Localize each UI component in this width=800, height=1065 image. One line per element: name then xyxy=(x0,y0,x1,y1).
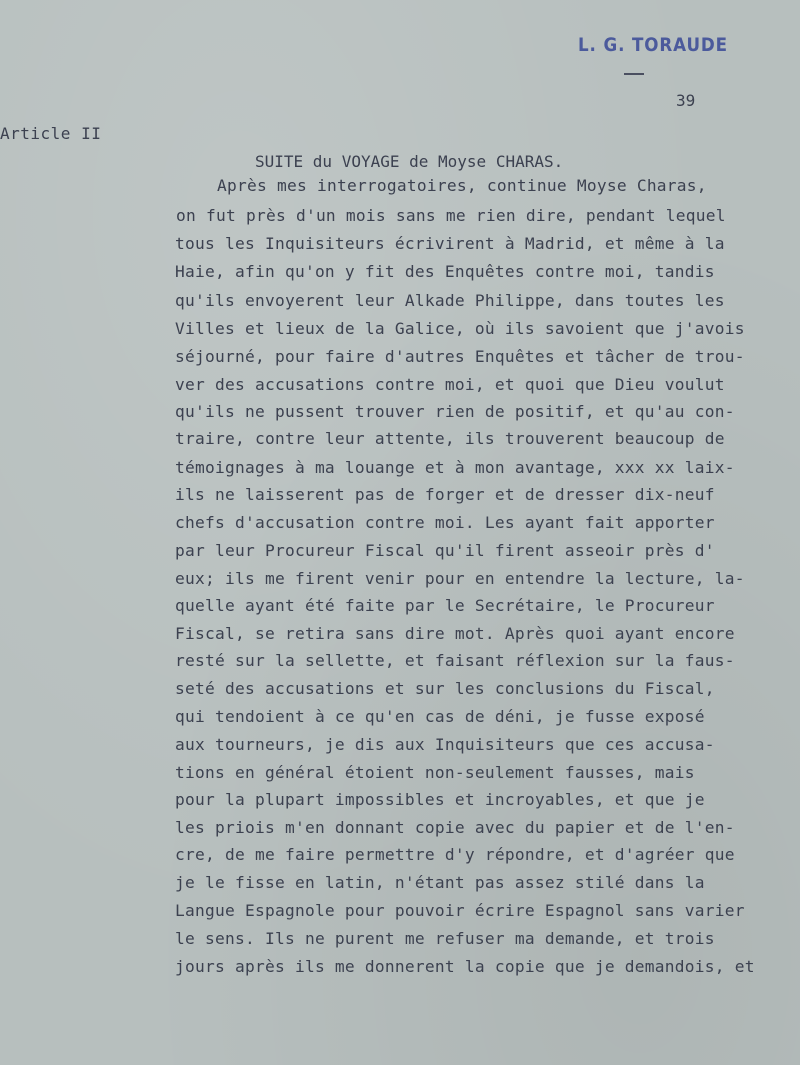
body-line: tous les Inquisiteurs écrivirent à Madrid, et même à la xyxy=(175,234,725,253)
body-line: seté des accusations et sur les conclusions du Fiscal, xyxy=(175,679,715,698)
body-line: Langue Espagnole pour pouvoir écrire Espagnol sans varier xyxy=(175,901,745,920)
body-line: eux; ils me firent venir pour en entendre la lecture, la- xyxy=(175,569,745,588)
body-line: on fut près d'un mois sans me rien dire, pendant lequel xyxy=(176,206,726,225)
body-line: Après mes interrogatoires, continue Moyse Charas, xyxy=(217,176,707,195)
body-line: jours après ils me donnerent la copie que je demandois, et xyxy=(175,957,755,976)
name-stamp: L. G. TORAUDE xyxy=(578,34,728,56)
body-line: séjourné, pour faire d'autres Enquêtes et tâcher de trou- xyxy=(175,347,745,366)
body-line: le sens. Ils ne purent me refuser ma demande, et trois xyxy=(175,929,715,948)
body-line: tions en général étoient non-seulement fausses, mais xyxy=(175,763,695,782)
body-line: ver des accusations contre moi, et quoi que Dieu voulut xyxy=(175,375,725,394)
article-label: Article II xyxy=(0,124,102,143)
body-line: cre, de me faire permettre d'y répondre, et d'agréer que xyxy=(175,845,735,864)
body-line: resté sur la sellette, et faisant réflexion sur la faus- xyxy=(175,651,735,670)
section-heading: SUITE du VOYAGE de Moyse CHARAS. xyxy=(255,152,564,171)
body-line: Fiscal, se retira sans dire mot. Après quoi ayant encore xyxy=(175,624,735,643)
body-line: aux tourneurs, je dis aux Inquisiteurs que ces accusa- xyxy=(175,735,715,754)
body-line: qu'ils envoyerent leur Alkade Philippe, dans toutes les xyxy=(175,291,725,310)
body-line: quelle ayant été faite par le Secrétaire, le Procureur xyxy=(175,596,715,615)
body-line: traire, contre leur attente, ils trouverent beaucoup de xyxy=(175,429,725,448)
body-line: pour la plupart impossibles et incroyables, et que je xyxy=(175,790,705,809)
body-line: qui tendoient à ce qu'en cas de déni, je fusse exposé xyxy=(175,707,705,726)
body-line: chefs d'accusation contre moi. Les ayant fait apporter xyxy=(175,513,715,532)
body-line: qu'ils ne pussent trouver rien de positif, et qu'au con- xyxy=(175,402,735,421)
body-line: Villes et lieux de la Galice, où ils savoient que j'avois xyxy=(175,319,745,338)
body-line: par leur Procureur Fiscal qu'il firent asseoir près d' xyxy=(175,541,715,560)
body-line: témoignages à ma louange et à mon avantage, xxx xx laix- xyxy=(175,458,735,477)
page-number: 39 xyxy=(676,91,696,110)
body-line: les priois m'en donnant copie avec du papier et de l'en- xyxy=(175,818,735,837)
body-line: je le fisse en latin, n'étant pas assez stilé dans la xyxy=(175,873,705,892)
body-line: Haie, afin qu'on y fit des Enquêtes contre moi, tandis xyxy=(175,262,715,281)
body-line: ils ne laisserent pas de forger et de dresser dix-neuf xyxy=(175,485,715,504)
